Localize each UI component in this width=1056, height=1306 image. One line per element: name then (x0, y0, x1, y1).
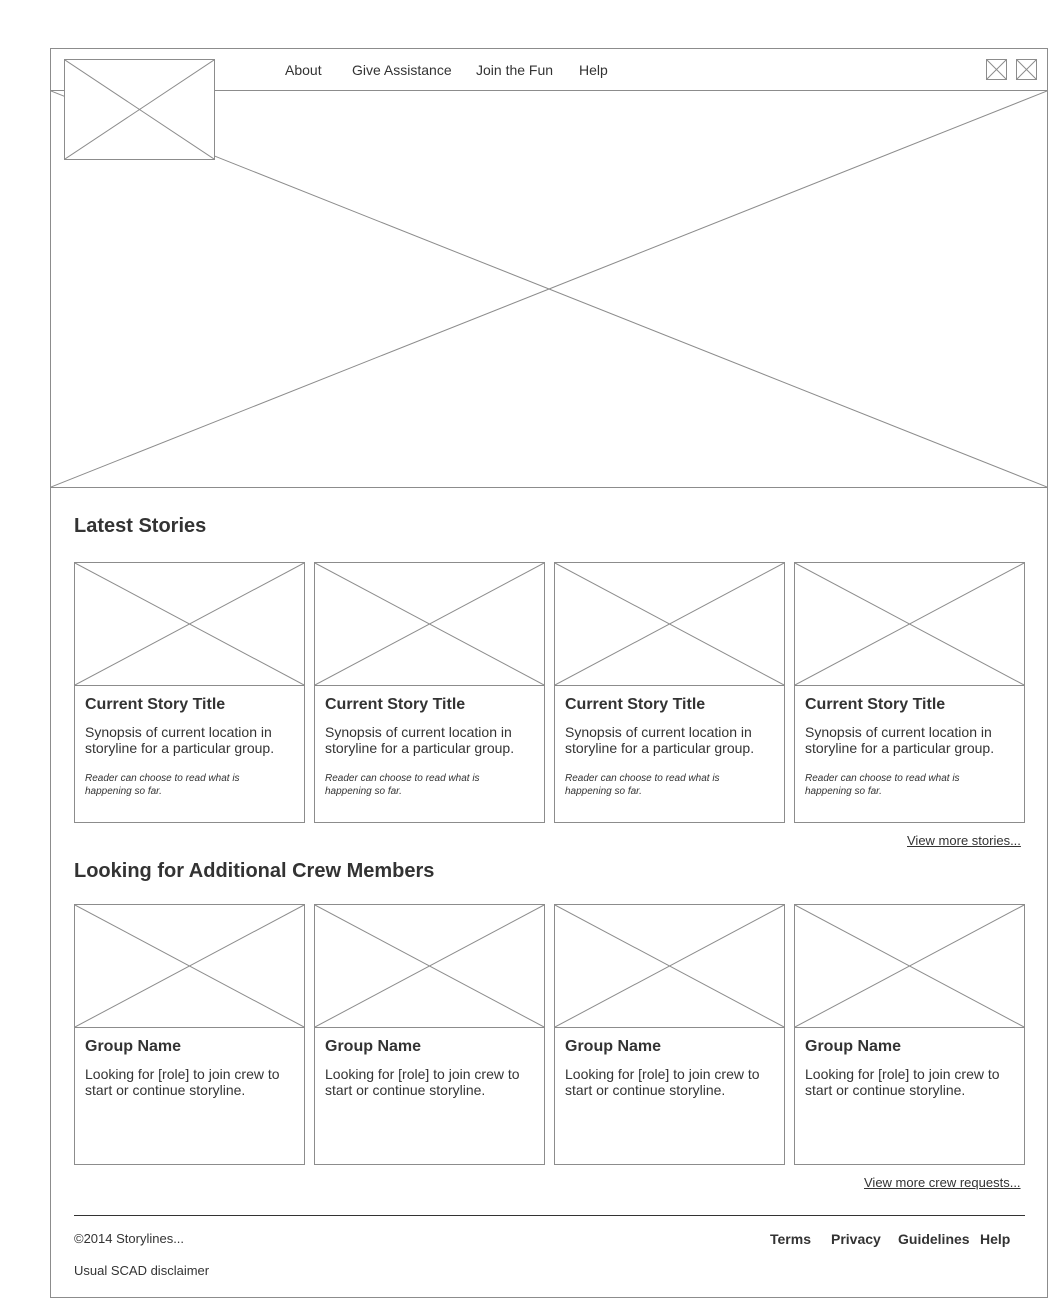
group-name: Group Name (325, 1038, 422, 1055)
group-name: Group Name (805, 1038, 902, 1055)
group-request: Looking for [role] to join crew to start or continue storyline. (325, 1066, 520, 1098)
story-image (794, 562, 1025, 686)
story-title: Current Story Title (805, 696, 946, 713)
copyright-text: ©2014 Storylines... (74, 1231, 185, 1246)
nav-help[interactable]: Help (579, 62, 608, 78)
story-synopsis: Synopsis of current location in storyline for a particular group. (565, 724, 755, 756)
group-image (314, 904, 545, 1028)
group-image (554, 904, 785, 1028)
group-name: Group Name (85, 1038, 182, 1055)
story-card[interactable] (554, 562, 785, 823)
footer-terms-link[interactable]: Terms (770, 1231, 811, 1247)
social-icon[interactable] (1016, 59, 1037, 80)
story-note: Reader can choose to read what is happening so far. (565, 773, 720, 797)
disclaimer-text: Usual SCAD disclaimer (74, 1263, 210, 1278)
nav-give-assistance[interactable]: Give Assistance (352, 62, 452, 78)
story-card[interactable] (314, 562, 545, 823)
nav-join-the-fun[interactable]: Join the Fun (476, 62, 554, 78)
story-note: Reader can choose to read what is happening so far. (325, 773, 480, 797)
story-note: Reader can choose to read what is happening so far. (805, 773, 960, 797)
footer-privacy-link[interactable]: Privacy (831, 1231, 881, 1247)
footer-divider (74, 1215, 1025, 1216)
story-synopsis: Synopsis of current location in storyline for a particular group. (85, 724, 275, 756)
story-title: Current Story Title (85, 696, 226, 713)
story-note: Reader can choose to read what is happening so far. (85, 773, 240, 797)
footer-help-link[interactable]: Help (980, 1231, 1011, 1247)
latest-stories-heading: Latest Stories (74, 515, 207, 537)
crew-heading: Looking for Additional Crew Members (74, 860, 435, 882)
story-card[interactable] (794, 562, 1025, 823)
story-synopsis: Synopsis of current location in storyline for a particular group. (325, 724, 515, 756)
crew-card[interactable] (314, 904, 545, 1165)
story-title: Current Story Title (325, 696, 466, 713)
story-image (554, 562, 785, 686)
crew-card[interactable] (74, 904, 305, 1165)
group-request: Looking for [role] to join crew to start or continue storyline. (565, 1066, 760, 1098)
view-more-crew-link[interactable]: View more crew requests... (864, 1175, 1021, 1190)
story-image (314, 562, 545, 686)
crew-card[interactable] (794, 904, 1025, 1165)
nav-about[interactable]: About (285, 62, 322, 78)
social-icon[interactable] (986, 59, 1007, 80)
story-synopsis: Synopsis of current location in storyline for a particular group. (805, 724, 995, 756)
group-name: Group Name (565, 1038, 662, 1055)
group-image (74, 904, 305, 1028)
story-image (74, 562, 305, 686)
crew-card[interactable] (554, 904, 785, 1165)
group-request: Looking for [role] to join crew to start or continue storyline. (85, 1066, 280, 1098)
story-title: Current Story Title (565, 696, 706, 713)
view-more-stories-link[interactable]: View more stories... (907, 833, 1021, 848)
footer-guidelines-link[interactable]: Guidelines (898, 1231, 970, 1247)
story-card[interactable] (74, 562, 305, 823)
group-request: Looking for [role] to join crew to start or continue storyline. (805, 1066, 1000, 1098)
logo-image[interactable] (64, 59, 215, 160)
group-image (794, 904, 1025, 1028)
